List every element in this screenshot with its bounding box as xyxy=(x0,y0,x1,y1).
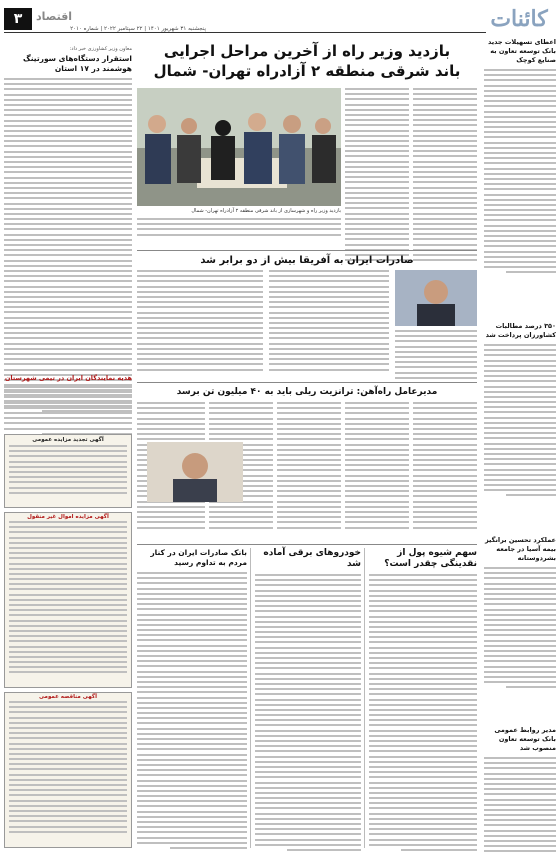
left-story xyxy=(4,46,132,415)
left-story-kicker: معاون وزیر کشاورزی خبر داد: xyxy=(69,46,132,52)
ceo-quote-headline: مدیرعامل راه‌آهن: ترانزیت ریلی باید به ۴۰ میلیون تن برسد xyxy=(176,387,438,397)
iran-africa-headline: صادرات ایران به آفریقا بیش از دو برابر شد xyxy=(200,255,414,266)
ad-box-1 xyxy=(4,434,132,508)
left-mid-story xyxy=(4,374,132,438)
main-photo-caption: بازدید وزیر راه و شهرسازی از باند شرقی منطقه ۲ آزادراه تهران- شمال xyxy=(191,208,341,214)
masthead xyxy=(0,4,560,34)
portrait-illustration xyxy=(395,270,477,326)
iran-africa-text-2 xyxy=(269,270,389,374)
right-item-1 xyxy=(484,38,556,277)
bottom-left-story xyxy=(137,548,247,852)
section-label: اقتصاد xyxy=(36,10,73,23)
ad-box-2-title: آگهی مزایده اموال غیر منقول xyxy=(27,514,109,520)
dateline: پنجشنبه ۳۱ شهریور ۱۴۰۱ | ۲۲ سپتامبر ۲۰۲۲ | شماره ۲۰۱۰ xyxy=(70,26,206,32)
main-story-photo xyxy=(137,88,341,206)
right-item-4-body xyxy=(484,757,556,852)
brand-logo: کائنات xyxy=(490,6,548,32)
ad-box-2 xyxy=(4,512,132,688)
iran-africa-photo xyxy=(395,270,477,326)
right-item-4 xyxy=(484,726,556,852)
bottom-mid-story xyxy=(255,548,361,852)
left-mid-headline: هدیه نمایندگان ایران در تیمی‌ شهرستان xyxy=(4,374,132,382)
ceo-photo xyxy=(147,442,243,502)
left-story-headline: استقرار دستگاه‌های سورتینگ هوشمند در ۱۷ استان xyxy=(23,54,132,73)
bottom-mid-headline: خودروهای برقی آماده شد xyxy=(263,548,361,569)
bottom-right-headline: سهم شیوه پول از نقدینگی چقدر است؟ xyxy=(384,548,477,569)
right-item-1-title: اعطای تسهیلات جدید بانک توسعه تعاون به صنایع کوچک xyxy=(487,38,556,64)
main-headline-line1: بازدید وزیر راه از آخرین مراحل اجرایی xyxy=(163,42,451,60)
bottom-right-story xyxy=(369,548,477,852)
page-number: ۳ xyxy=(4,8,32,30)
ad-box-3-title: آگهی مناقصه عمومی xyxy=(38,694,98,700)
right-item-3-body xyxy=(484,567,556,688)
right-item-2-title: ۳۵۰ درصد مطالبات کشاورزان پرداخت شد xyxy=(485,322,556,339)
right-item-3 xyxy=(484,536,556,692)
photo-officials-illustration xyxy=(137,88,341,206)
right-item-2 xyxy=(484,322,556,500)
right-item-2-body xyxy=(484,344,556,496)
bottom-left-headline: بانک صادرات ایران در کنار مردم به تداوم رسید xyxy=(150,548,247,567)
main-story-text-right xyxy=(413,88,477,264)
right-column xyxy=(484,36,556,852)
main-story-text-mid xyxy=(345,88,409,264)
right-item-3-title: عملکرد تحسین برانگیز بیمه آسیا در جامعه بشردوستانه xyxy=(484,536,556,562)
iran-africa-text-1 xyxy=(395,330,477,382)
main-headline-line2: باند شرقی منطقه ۲ آزادراه تهران- شمال xyxy=(153,62,461,80)
iran-africa-text-3 xyxy=(137,270,263,374)
center-area xyxy=(137,36,477,852)
main-story-text-below xyxy=(137,218,341,239)
ceo-portrait-illustration xyxy=(147,442,243,502)
header-rule xyxy=(4,32,486,33)
ad-box-1-title: آگهی تجدید مزایده عمومی xyxy=(32,437,104,443)
right-item-4-title: مدیر روابط عمومی بانک توسعه تعاون منصوب شد xyxy=(494,726,556,752)
right-item-1-body xyxy=(484,69,556,273)
left-column xyxy=(4,36,132,852)
ad-box-3 xyxy=(4,692,132,848)
